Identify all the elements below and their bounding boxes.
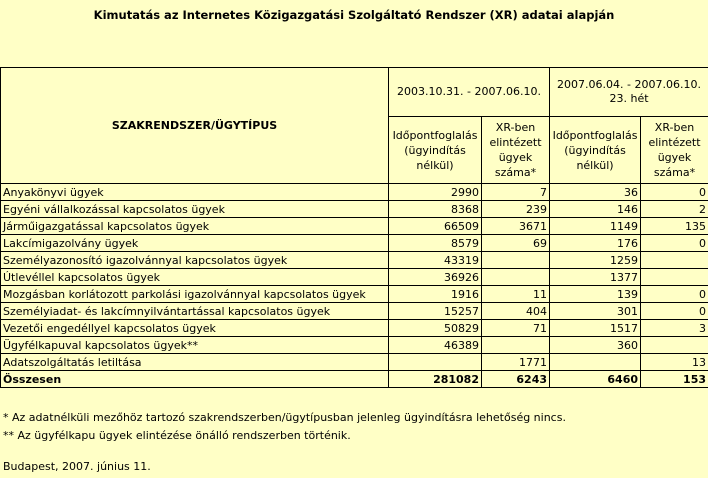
table-row xyxy=(1,218,708,235)
cell-value xyxy=(482,337,550,354)
footnotes xyxy=(3,409,566,445)
cell-value: 69 xyxy=(482,235,550,252)
cell-value xyxy=(482,252,550,269)
row-label: Anyakönyvi ügyek xyxy=(1,184,389,201)
row-label: Adatszolgáltatás letiltása xyxy=(1,354,389,371)
cell-value: 8368 xyxy=(389,201,482,218)
cell-value: 360 xyxy=(550,337,641,354)
cell-value xyxy=(641,252,708,269)
table-row xyxy=(1,184,708,201)
row-label: Útlevéllel kapcsolatos ügyek xyxy=(1,269,389,286)
table-row xyxy=(1,269,708,286)
cell-value: 0 xyxy=(641,286,708,303)
table-row xyxy=(1,303,708,320)
cell-value: 1771 xyxy=(482,354,550,371)
cell-value: 404 xyxy=(482,303,550,320)
table-row xyxy=(1,235,708,252)
header-booking-1: Időpontfoglalás (ügyindítás nélkül) xyxy=(389,117,482,184)
cell-value: 3671 xyxy=(482,218,550,235)
footnote-2: ** Az ügyfélkapu ügyek elintézése önálló rendszerben történik. xyxy=(3,429,351,442)
cell-value: 301 xyxy=(550,303,641,320)
total-value: 6460 xyxy=(550,371,641,388)
table-row xyxy=(1,337,708,354)
cell-value: 46389 xyxy=(389,337,482,354)
header-period-2: 2007.06.04. - 2007.06.10. 23. hét xyxy=(550,68,708,117)
cell-value: 1259 xyxy=(550,252,641,269)
cell-value: 135 xyxy=(641,218,708,235)
cell-value: 1377 xyxy=(550,269,641,286)
cell-value: 176 xyxy=(550,235,641,252)
table-row xyxy=(1,201,708,218)
cell-value xyxy=(482,269,550,286)
header-xr-2: XR-ben elintézett ügyek száma* xyxy=(641,117,708,184)
row-label: Mozgásban korlátozott parkolási igazolvánnyal kapcsolatos ügyek xyxy=(1,286,389,303)
total-label: Összesen xyxy=(1,371,389,388)
table-row xyxy=(1,320,708,337)
cell-value xyxy=(550,354,641,371)
cell-value: 2990 xyxy=(389,184,482,201)
cell-value: 239 xyxy=(482,201,550,218)
row-label: Személyiadat- és lakcímnyilvántartással kapcsolatos ügyek xyxy=(1,303,389,320)
cell-value: 1517 xyxy=(550,320,641,337)
place-date: Budapest, 2007. június 11. xyxy=(3,460,151,473)
row-label: Járműigazgatással kapcsolatos ügyek xyxy=(1,218,389,235)
cell-value: 8579 xyxy=(389,235,482,252)
cell-value: 7 xyxy=(482,184,550,201)
header-xr-1: XR-ben elintézett ügyek száma* xyxy=(482,117,550,184)
cell-value: 1149 xyxy=(550,218,641,235)
row-label: Személyazonosító igazolvánnyal kapcsolatos ügyek xyxy=(1,252,389,269)
row-label: Egyéni vállalkozással kapcsolatos ügyek xyxy=(1,201,389,218)
table-row xyxy=(1,252,708,269)
cell-value: 3 xyxy=(641,320,708,337)
total-value: 6243 xyxy=(482,371,550,388)
cell-value xyxy=(641,337,708,354)
cell-value: 146 xyxy=(550,201,641,218)
cell-value: 50829 xyxy=(389,320,482,337)
cell-value: 36 xyxy=(550,184,641,201)
cell-value xyxy=(641,269,708,286)
cell-value: 71 xyxy=(482,320,550,337)
page-title: Kimutatás az Internetes Közigazgatási Szolgáltató Rendszer (XR) adatai alapján xyxy=(93,8,615,22)
cell-value: 1916 xyxy=(389,286,482,303)
cell-value: 43319 xyxy=(389,252,482,269)
cell-value xyxy=(389,354,482,371)
cell-value: 0 xyxy=(641,184,708,201)
cell-value: 66509 xyxy=(389,218,482,235)
cell-value: 2 xyxy=(641,201,708,218)
cell-value: 0 xyxy=(641,235,708,252)
cell-value: 13 xyxy=(641,354,708,371)
row-label: Lakcímigazolvány ügyek xyxy=(1,235,389,252)
cell-value: 11 xyxy=(482,286,550,303)
total-value: 281082 xyxy=(389,371,482,388)
footnote-1: * Az adatnélküli mezőhöz tartozó szakrendszerben/ügytípusban jelenleg ügyindításra lehetőség nincs. xyxy=(3,411,566,424)
total-value: 153 xyxy=(641,371,708,388)
row-label: Ügyfélkapuval kapcsolatos ügyek** xyxy=(1,337,389,354)
row-label: Vezetői engedéllyel kapcsolatos ügyek xyxy=(1,320,389,337)
total-row xyxy=(1,371,708,388)
header-category: SZAKRENDSZER/ÜGYTÍPUS xyxy=(1,68,389,184)
cell-value: 15257 xyxy=(389,303,482,320)
table-row xyxy=(1,286,708,303)
header-booking-2: Időpontfoglalás (ügyindítás nélkül) xyxy=(550,117,641,184)
header-period-1: 2003.10.31. - 2007.06.10. xyxy=(389,68,550,117)
statistics-table xyxy=(0,67,708,388)
cell-value: 0 xyxy=(641,303,708,320)
table-row xyxy=(1,354,708,371)
cell-value: 36926 xyxy=(389,269,482,286)
cell-value: 139 xyxy=(550,286,641,303)
